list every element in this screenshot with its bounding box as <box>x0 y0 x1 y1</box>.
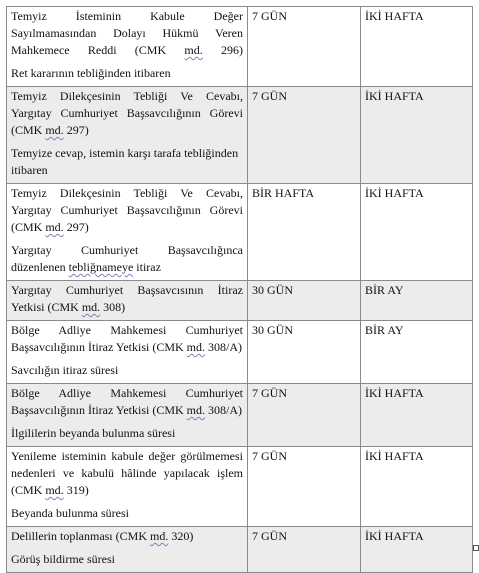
procedure-note: Temyize cevap, istemin karşı tarafa tebliğinden itibaren <box>11 146 239 177</box>
spellcheck-mark: md. <box>45 483 64 497</box>
period-cell: 7 GÜN <box>248 527 361 573</box>
procedure-cell <box>7 384 248 447</box>
duration-cell: İKİ HAFTA <box>361 184 473 281</box>
spellcheck-mark: md. <box>81 300 101 314</box>
table-row <box>7 384 473 447</box>
duration-cell: İKİ HAFTA <box>361 527 473 573</box>
procedure-note: Ret kararının tebliğinden itibaren <box>11 66 171 80</box>
spellcheck-mark: md. <box>149 529 169 543</box>
spellcheck-mark: md. <box>186 340 206 354</box>
procedure-note: Yargıtay Cumhuriyet Başsavcılığınca düzenlenen tebliğnameye itiraz <box>11 243 243 274</box>
procedure-title: Temyiz İsteminin Kabule Değer Sayılmamasından Dolayı Hükmü Veren Mahkemece Reddi (CMK md. 296) <box>11 9 243 57</box>
duration-cell: İKİ HAFTA <box>361 384 473 447</box>
period-cell: 7 GÜN <box>248 7 361 87</box>
spellcheck-mark: tebliğnameye <box>68 260 134 274</box>
spellcheck-mark: md. <box>186 403 206 417</box>
procedure-cell <box>7 281 248 321</box>
period-cell: 7 GÜN <box>248 87 361 184</box>
procedure-cell <box>7 7 248 87</box>
procedure-note: Beyanda bulunma süresi <box>11 506 129 520</box>
period-cell: 7 GÜN <box>248 447 361 527</box>
table-row <box>7 87 473 184</box>
period-cell: 30 GÜN <box>248 281 361 321</box>
procedure-cell <box>7 87 248 184</box>
duration-cell: BİR AY <box>361 321 473 384</box>
procedure-note: Savcılığın itiraz süresi <box>11 363 119 377</box>
duration-cell: İKİ HAFTA <box>361 7 473 87</box>
procedure-title: Delillerin toplanması (CMK md. 320) <box>11 529 194 543</box>
table-row <box>7 184 473 281</box>
procedure-cell <box>7 527 248 573</box>
procedure-title: Bölge Adliye Mahkemesi Cumhuriyet Başsavcılığının İtiraz Yetkisi (CMK md. 308/A) <box>11 386 243 417</box>
period-cell: 7 GÜN <box>248 384 361 447</box>
duration-cell: İKİ HAFTA <box>361 87 473 184</box>
table-resize-handle[interactable] <box>473 545 479 551</box>
procedure-cell <box>7 321 248 384</box>
procedure-title: Temyiz Dilekçesinin Tebliği Ve Cevabı, Yargıtay Cumhuriyet Başsavcılığının Görevi (CMK md. 297) <box>11 89 243 137</box>
procedure-cell <box>7 184 248 281</box>
procedure-cell <box>7 447 248 527</box>
table-row <box>7 447 473 527</box>
procedure-title: Temyiz Dilekçesinin Tebliği Ve Cevabı, Yargıtay Cumhuriyet Başsavcılığının Görevi (CMK md. 297) <box>11 186 243 234</box>
table-row <box>7 7 473 87</box>
period-cell: BİR HAFTA <box>248 184 361 281</box>
procedure-title: Yargıtay Cumhuriyet Başsavcısının İtiraz Yetkisi (CMK md. 308) <box>11 283 243 314</box>
spellcheck-mark: md. <box>184 43 203 57</box>
table-row <box>7 281 473 321</box>
table-row <box>7 321 473 384</box>
table-row <box>7 527 473 573</box>
procedure-note: İlgililerin beyanda bulunma süresi <box>11 426 176 440</box>
deadlines-table <box>6 6 473 573</box>
duration-cell: BİR AY <box>361 281 473 321</box>
duration-cell: İKİ HAFTA <box>361 447 473 527</box>
period-cell: 30 GÜN <box>248 321 361 384</box>
procedure-title: Bölge Adliye Mahkemesi Cumhuriyet Başsavcılığının İtiraz Yetkisi (CMK md. 308/A) <box>11 323 243 354</box>
procedure-title: Yenileme isteminin kabule değer görülmemesi nedenleri ve kabulü hâlinde yapılacak işlem (CMK md. 319) <box>11 449 243 497</box>
spellcheck-mark: md. <box>45 123 64 137</box>
spellcheck-mark: md. <box>45 220 64 234</box>
procedure-note: Görüş bildirme süresi <box>11 552 115 566</box>
